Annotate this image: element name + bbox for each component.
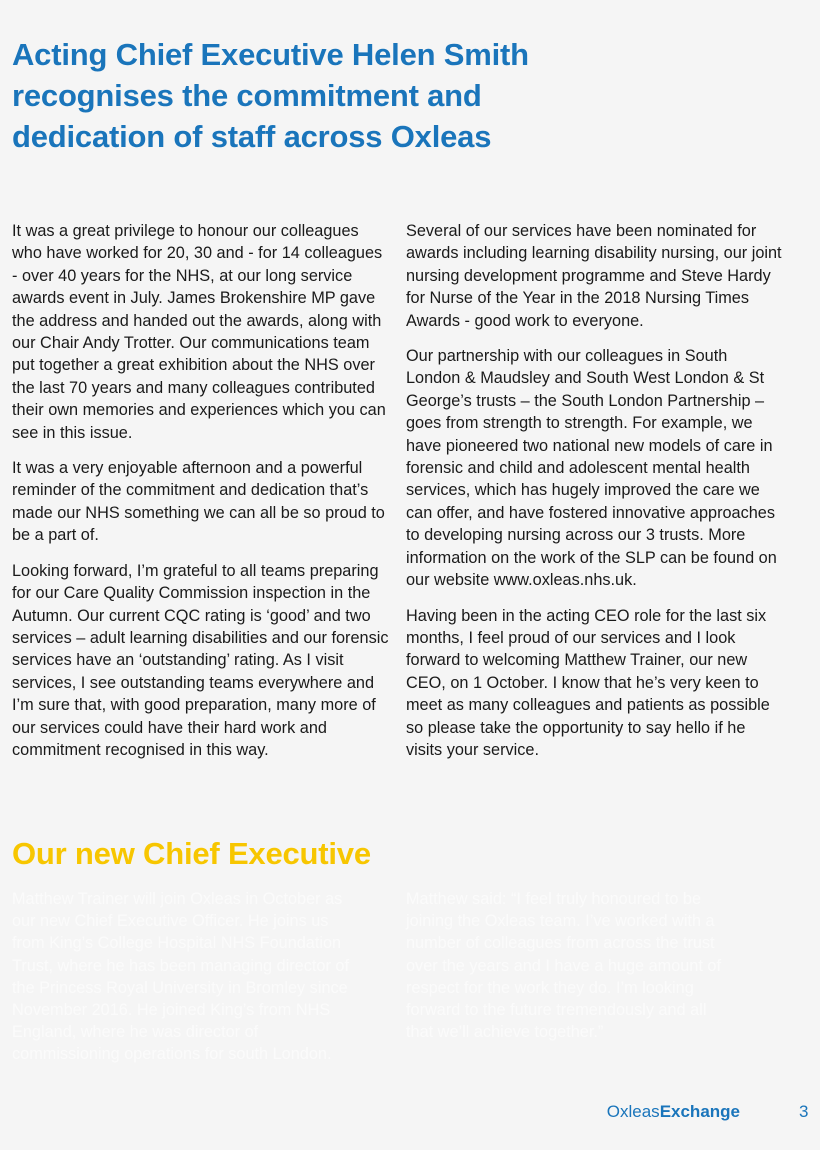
article-paragraph: Having been in the acting CEO role for the last six months, I feel proud of our services and I look forward to welcoming Matthew Trainer, our new CEO, on 1 October. I know that he’s very keen to meet as many colleagues and patients as possible so please take the opportunity to say hello if he visits your service. — [406, 606, 770, 759]
footer-brand-bold: Exchange — [659, 1102, 740, 1121]
article-paragraph: It was a very enjoyable afternoon and a powerful reminder of the commitment and dedication that’s made our NHS something we can all be so proud to be a part of. — [12, 459, 385, 545]
new-ceo-intro-text: Matthew Trainer will join Oxleas in October as our new Chief Executive Officer. He joins us from King’s College Hospital NHS Foundation Trust, where he has been managing director of the Princess Royal University in Bromley since November 2016. He joined King’s from NHS England, where he was director of commissioning operations for south London. — [12, 890, 349, 1064]
new-ceo-quote-text: Matthew said: “I feel truly honoured to be joining the Oxleas team. I’ve worked with a number of colleagues from across the trust over the years and I have a huge amount of respect for the work they do. I’m looking forward to the future tremendously and all that we’ll achieve together.” — [406, 890, 721, 1042]
footer-brand-regular: Oxleas — [606, 1102, 660, 1121]
page-number: 3 — [799, 1102, 809, 1121]
footer-brand — [607, 1102, 740, 1122]
article-paragraph: Looking forward, I’m grateful to all teams preparing for our Care Quality Commission inspection in the Autumn. Our current CQC rating is ‘good’ and two services – adult learning disabilities and our forensic services have an ‘outstanding’ rating. As I visit services, I see outstanding teams everywhere and I’m sure that, with good preparation, many more of our services could have their hard work and commitment recognised in this way. — [12, 561, 389, 759]
article-right-column — [406, 220, 784, 774]
article-paragraph: Our partnership with our colleagues in South London & Maudsley and South West London & St George’s trusts – the South London Partnership – goes from strength to strength. For example, we have pioneered two national new models of care in forensic and child and adolescent mental health services, which has hugely improved the care we can offer, and have fostered innovative approaches to developing nursing across our 3 trusts. More information on the work of the SLP can be found on our website www.oxleas.nhs.uk. — [406, 347, 777, 590]
page-title: Acting Chief Executive Helen Smith recognises the commitment and dedication of staff across Oxleas — [12, 37, 529, 154]
article-left-column — [12, 220, 390, 774]
article-paragraph: It was a great privilege to honour our colleagues who have worked for 20, 30 and - for 14 colleagues - over 40 years for the NHS, at our long service awards event in July. James Brokenshire MP gave the address and handed out the awards, along with our Chair Andy Trotter. Our communications team put together a great exhibition about the NHS over the last 70 years and many colleagues contributed their own memories and experiences which you can see in this issue. — [12, 222, 386, 442]
article-paragraph: Several of our services have been nominated for awards including learning disability nursing, our joint nursing development programme and Steve Hardy for Nurse of the Year in the 2018 Nursing Times Awards - good work to everyone. — [406, 222, 782, 330]
section-heading-new-ceo: Our new Chief Executive — [12, 836, 371, 871]
